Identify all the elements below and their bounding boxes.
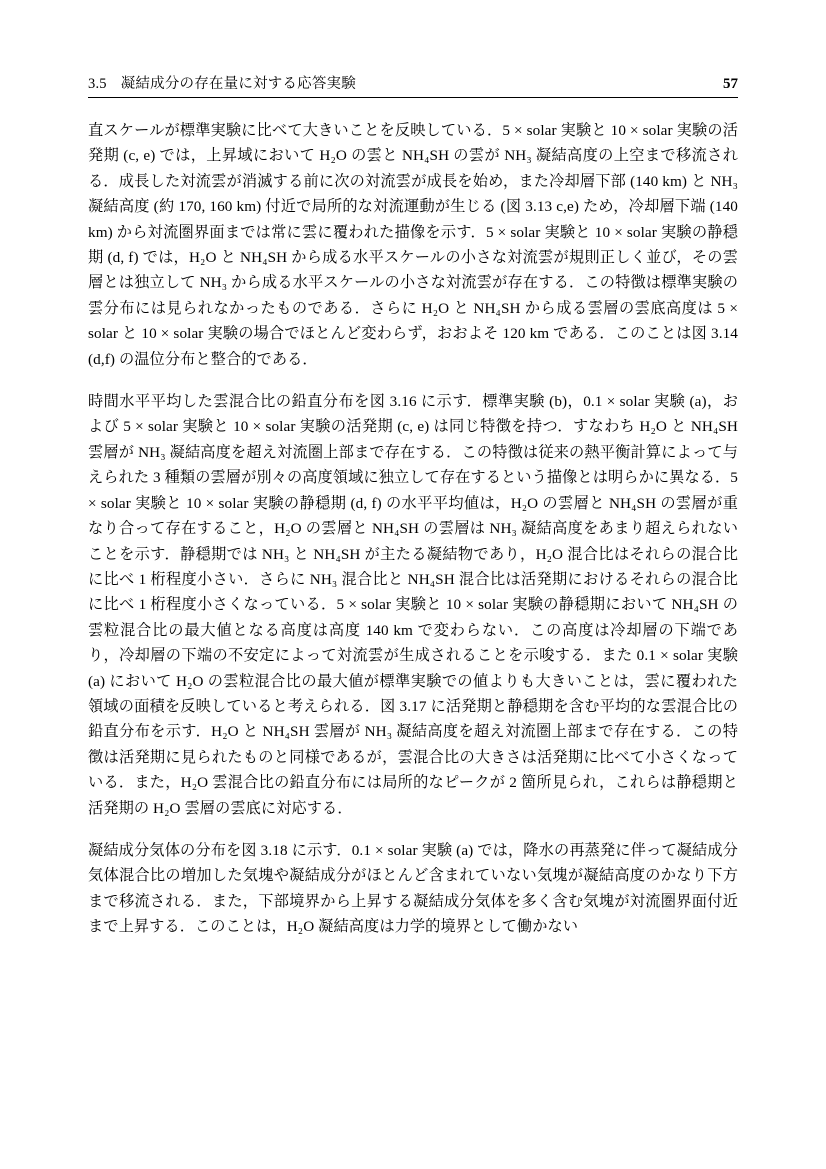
header-section-number: 3.5 xyxy=(88,76,107,92)
header-divider xyxy=(88,97,738,98)
page-number: 57 xyxy=(723,76,738,92)
paragraph: 直スケールが標準実験に比べて大きいことを反映している．5 × solar 実験と 10 × solar 実験の活発期 (c, e) では，上昇域において H₂O の雲と NH₄SH の雲が NH₃ 凝結高度の上空まで移流される．成長した対流雲が消滅する前に次の対流雲が成長を始め，また冷却層下部 (140 km) と NH₃ 凝結高度 (約 170, 160 km) 付近で局所的な対流運動が生じる (図 3.13 c,e) ため，冷却層下端 (140 km) から対流圏界面までは常に雲に覆われた描像を示す．5 × solar 実験と 10 × solar 実験の静穏期 (d, f) では，H₂O と NH₄SH から成る水平スケールの小さな対流雲が規則正しく並び，その雲層とは独立して NH₃ から成る水平スケールの小さな対流雲が存在する．この特徴は標準実験の雲分布には見られなかったものである．さらに H₂O と NH₄SH から成る雲層の雲底高度は 5 × solar と 10 × solar 実験の場合でほとんど変わらず，おおよそ 120 km である．このことは図 3.14 (d,f) の温位分布と整合的である． xyxy=(88,122,738,368)
body-text xyxy=(88,118,738,940)
header-section-title: 凝結成分の存在量に対する応答実験 xyxy=(120,76,356,92)
paragraph: 時間水平平均した雲混合比の鉛直分布を図 3.16 に示す．標準実験 (b)，0.1 × solar 実験 (a)，および 5 × solar 実験と 10 × solar 実験の活発期 (c, e) は同じ特徴を持つ．すなわち H₂O と NH₄SH 雲層が NH₃ 凝結高度を超え対流圏上部まで存在する．この特徴は従来の熱平衡計算によって与えられた 3 種類の雲層が別々の高度領域に独立して存在するという描像とは明らかに異なる．5 × solar 実験と 10 × solar 実験の静穏期 (d, f) の水平平均値は，H₂O の雲層と NH₄SH の雲層が重なり合って存在すること，H₂O の雲層と NH₄SH の雲層は NH₃ 凝結高度をあまり超えられないことを示す．静穏期では NH₃ と NH₄SH が主たる凝結物であり，H₂O 混合比はそれらの混合比に比べ 1 桁程度小さい．さらに NH₃ 混合比と NH₄SH 混合比は活発期におけるそれらの混合比に比べ 1 桁程度小さくなっている．5 × solar 実験と 10 × solar 実験の静穏期において NH₄SH の雲粒混合比の最大値となる高度は高度 140 km で変わらない．この高度は冷却層の下端であり，冷却層の下端の不安定によって対流雲が生成されることを示唆する．また 0.1 × solar 実験 (a) において H₂O の雲粒混合比の最大値が標準実験での値よりも大きいことは，雲に覆われた領域の面積を反映していると考えられる．図 3.17 に活発期と静穏期を含む平均的な雲混合比の鉛直分布を示す．H₂O と NH₄SH 雲層が NH₃ 凝結高度を超え対流圏上部まで存在する．この特徴は活発期に見られたものと同様であるが，雲混合比の大きさは活発期に比べて小さくなっている．また，H₂O 雲混合比の鉛直分布には局所的なピークが 2 箇所見られ，これらは静穏期と活発期の H₂O 雲層の雲底に対応する． xyxy=(88,393,738,817)
page-header xyxy=(88,72,738,93)
header-section xyxy=(88,72,356,93)
paragraph: 凝結成分気体の分布を図 3.18 に示す．0.1 × solar 実験 (a) では，降水の再蒸発に伴って凝結成分気体混合比の増加した気塊や凝結成分がほとんど含まれていない気塊が凝結高度のかなり下方まで移流される．また，下部境界から上昇する凝結成分気体を多く含む気塊が対流圏界面付近まで上昇する．このことは，H₂O 凝結高度は力学的境界として働かない xyxy=(88,841,738,936)
